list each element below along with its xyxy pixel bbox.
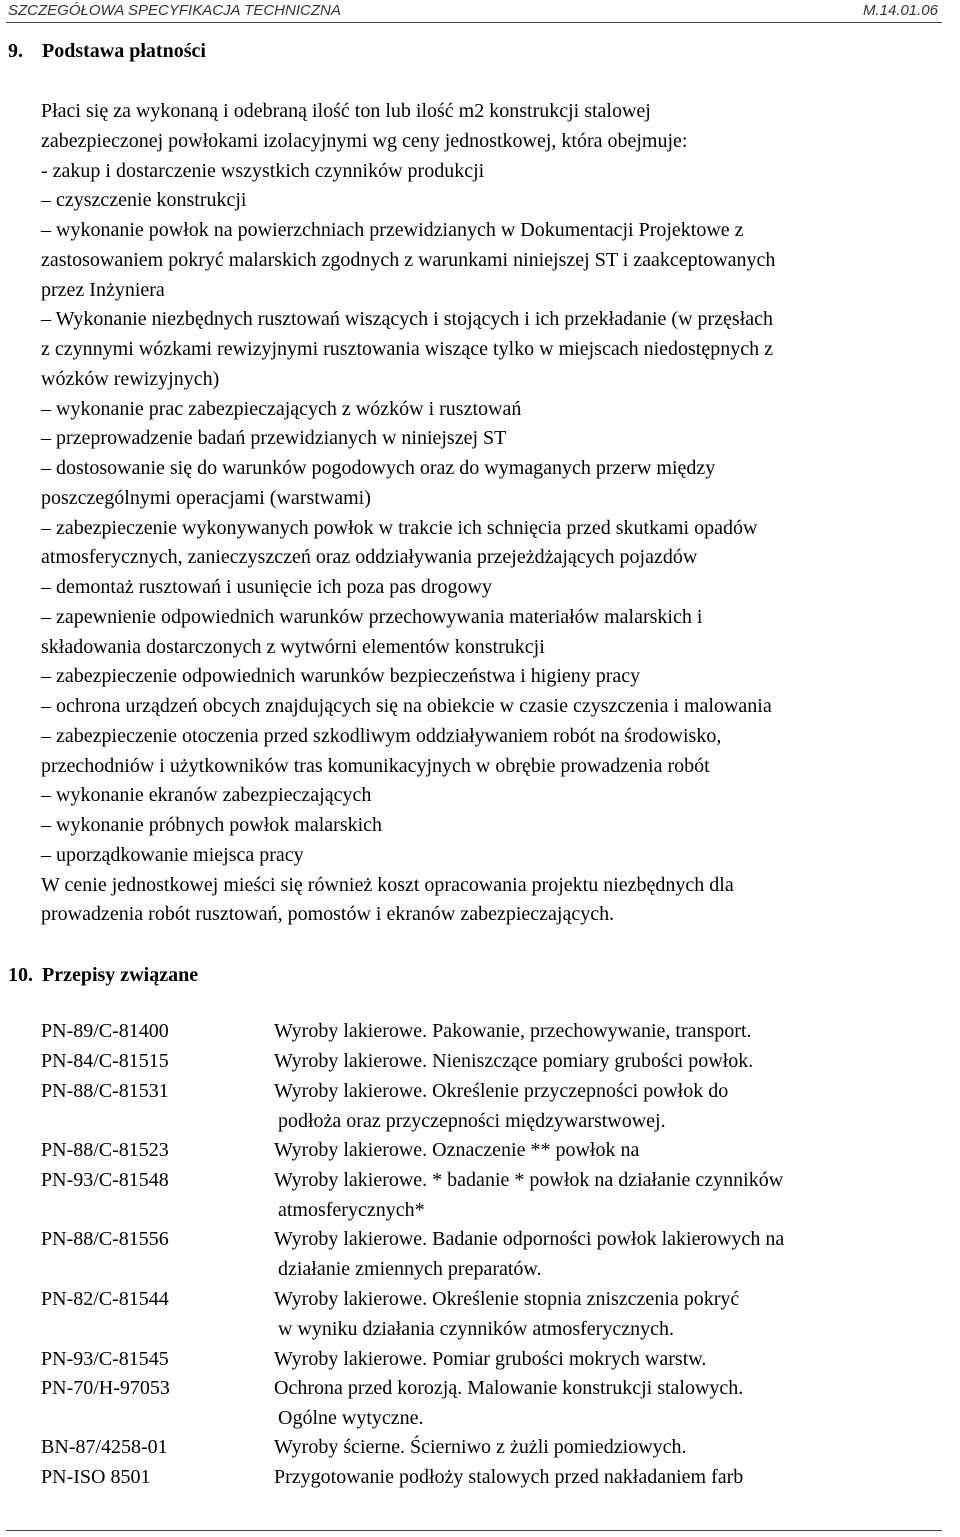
body-line: – dostosowanie się do warunków pogodowych oraz do wymaganych przerw między — [41, 457, 716, 479]
body-line: W cenie jednostkowej mieści się również koszt opracowania projektu niezbędnych dla — [41, 873, 734, 896]
standard-description: Wyroby lakierowe. * badanie * powłok na działanie czynników — [274, 1169, 784, 1191]
page-header — [0, 0, 960, 22]
body-line: – demontaż rusztowań i usunięcie ich poza pas drogowy — [41, 576, 492, 598]
body-line: wózków rewizyjnych) — [41, 367, 220, 390]
section-10-title: Przepisy związane — [42, 964, 199, 986]
standard-code: PN-89/C-81400 — [41, 1020, 169, 1042]
footer-divider — [6, 1530, 942, 1531]
body-line: prowadzenia robót rusztowań, pomostów i ekranów zabezpieczających. — [41, 903, 615, 926]
section-10-number: 10. — [8, 964, 33, 986]
standard-description: Wyroby lakierowe. Oznaczenie ** powłok na — [274, 1139, 640, 1161]
header-spec-code: M.14.01.06 — [862, 2, 938, 19]
standard-description: Ochrona przed korozją. Malowanie konstrukcji stalowych. — [274, 1377, 744, 1399]
standard-code: PN-93/C-81548 — [41, 1169, 169, 1191]
section-9-number: 9. — [8, 40, 23, 62]
body-line: z czynnymi wózkami rewizyjnymi rusztowania wiszące tylko w miejscach niedostępnych z — [41, 338, 773, 360]
body-line: przechodniów i użytkowników tras komunikacyjnych w obrębie prowadzenia robót — [41, 754, 710, 777]
standard-description-continued: działanie zmiennych preparatów. — [278, 1258, 542, 1280]
standard-description: Wyroby lakierowe. Pakowanie, przechowywanie, transport. — [274, 1020, 752, 1042]
standard-code: PN-70/H-97053 — [41, 1377, 170, 1399]
section-9-body — [41, 97, 956, 930]
body-line: zabezpieczonej powłokami izolacyjnymi wg ceny jednostkowej, która obejmuje: — [41, 129, 688, 152]
body-line: – zapewnienie odpowiednich warunków przechowywania materiałów malarskich i — [41, 605, 703, 628]
body-line: – przeprowadzenie badań przewidzianych w niniejszej ST — [41, 427, 507, 450]
standard-description: Przygotowanie podłoży stalowych przed nakładaniem farb — [274, 1466, 744, 1488]
body-line: – czyszczenie konstrukcji — [41, 189, 247, 212]
standard-description: Wyroby ścierne. Ścierniwo z żużli pomiedziowych. — [274, 1436, 687, 1458]
standard-code: PN-88/C-81556 — [41, 1228, 169, 1250]
standard-description: Wyroby lakierowe. Określenie stopnia zniszczenia pokryć — [274, 1288, 740, 1310]
standard-code: PN-82/C-81544 — [41, 1288, 169, 1310]
body-line: – zabezpieczenie odpowiednich warunków bezpieczeństwa i higieny pracy — [41, 665, 641, 688]
standard-code: PN-88/C-81531 — [41, 1080, 169, 1102]
body-line: składowania dostarczonych z wytwórni elementów konstrukcji — [41, 635, 545, 658]
standard-code: PN-ISO 8501 — [41, 1466, 151, 1488]
standard-code: PN-93/C-81545 — [41, 1348, 169, 1370]
body-line: atmosferycznych, zanieczyszczeń oraz oddziaływania przejeżdżających pojazdów — [41, 546, 698, 569]
standard-description: Wyroby lakierowe. Nieniszczące pomiary grubości powłok. — [274, 1050, 754, 1072]
body-line: Płaci się za wykonaną i odebraną ilość ton lub ilość m2 konstrukcji stalowej — [41, 100, 651, 122]
section-10-heading — [8, 964, 198, 987]
standard-description: Wyroby lakierowe. Określenie przyczepności powłok do — [274, 1080, 729, 1102]
body-line: – wykonanie próbnych powłok malarskich — [41, 814, 383, 836]
body-line: – wykonanie powłok na powierzchniach przewidzianych w Dokumentacji Projektowe z — [41, 219, 744, 241]
standard-code: PN-84/C-81515 — [41, 1050, 169, 1072]
standard-description-continued: atmosferycznych* — [278, 1199, 425, 1221]
body-line: zastosowaniem pokryć malarskich zgodnych z warunkami niniejszej ST i zaakceptowanych — [41, 248, 776, 271]
standard-description-continued: podłoża oraz przyczepności międzywarstwowej. — [278, 1110, 666, 1132]
body-line: poszczególnymi operacjami (warstwami) — [41, 486, 371, 509]
body-line: – wykonanie prac zabezpieczających z wózków i rusztowań — [41, 397, 522, 420]
body-line: – Wykonanie niezbędnych rusztowań wiszących i stojących i ich przekładanie (w przęsłach — [41, 308, 774, 331]
standard-description-continued: Ogólne wytyczne. — [278, 1407, 424, 1429]
body-line: – wykonanie ekranów zabezpieczających — [41, 784, 372, 807]
body-line: - zakup i dostarczenie wszystkich czynników produkcji — [41, 159, 485, 182]
section-9-heading — [8, 40, 206, 63]
header-spec-title: SZCZEGÓŁOWA SPECYFIKACJA TECHNICZNA — [8, 2, 341, 19]
standard-code: PN-88/C-81523 — [41, 1139, 169, 1161]
body-line: – uporządkowanie miejsca pracy — [41, 843, 304, 866]
body-line: – zabezpieczenie wykonywanych powłok w trakcie ich schnięcia przed skutkami opadów — [41, 516, 758, 539]
standard-description-continued: w wyniku działania czynników atmosferycznych. — [278, 1318, 674, 1340]
standard-description: Wyroby lakierowe. Badanie odporności powłok lakierowych na — [274, 1228, 785, 1250]
header-divider — [6, 22, 942, 23]
body-line: – zabezpieczenie otoczenia przed szkodliwym oddziaływaniem robót na środowisko, — [41, 724, 722, 747]
standard-code: BN-87/4258-01 — [41, 1436, 168, 1458]
body-line: przez Inżyniera — [41, 278, 165, 301]
section-9-title: Podstawa płatności — [42, 40, 206, 62]
standard-description: Wyroby lakierowe. Pomiar grubości mokrych warstw. — [274, 1348, 707, 1370]
body-line: – ochrona urządzeń obcych znajdujących się na obiekcie w czasie czyszczenia i malowania — [41, 695, 772, 717]
